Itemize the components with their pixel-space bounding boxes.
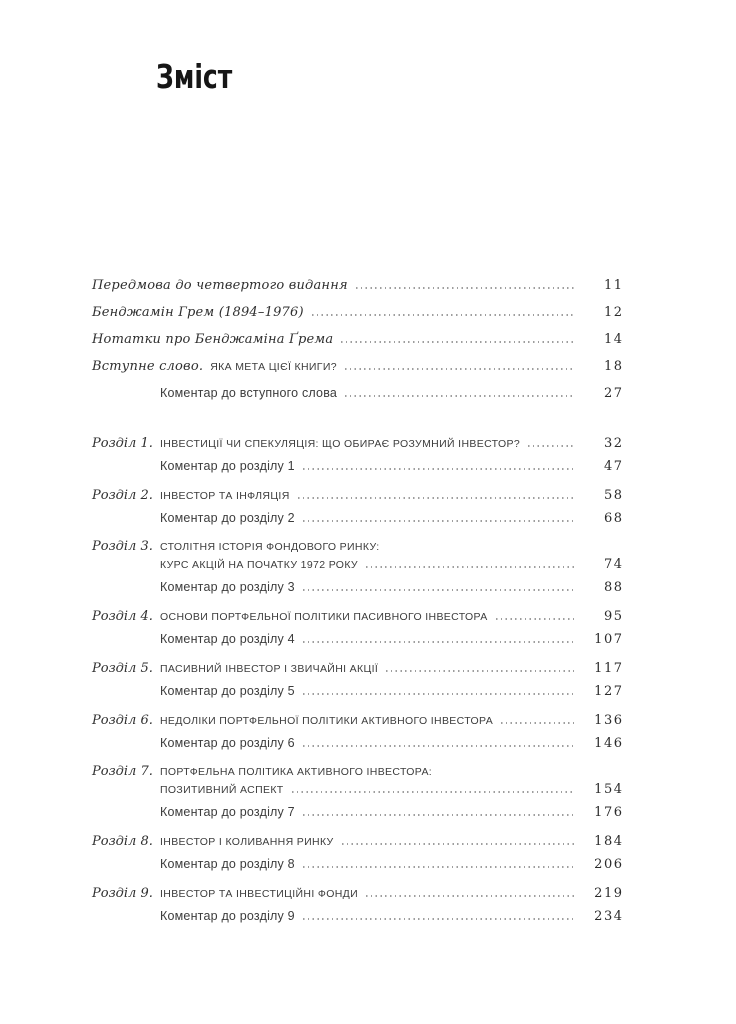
chapter-head <box>92 658 622 680</box>
page-number: 47 <box>603 459 624 474</box>
chapter-entry <box>92 537 622 598</box>
chapter-title-line: ПОРТФЕЛЬНА ПОЛІТИКА АКТИВНОГО ІНВЕСТОРА: <box>160 766 433 778</box>
chapter-title-row <box>160 658 622 680</box>
chapter-title-row <box>160 710 622 732</box>
front-title-italic: Бенджамін Грем (1894–1976) <box>92 305 304 320</box>
page-number: 12 <box>603 305 624 320</box>
chapter-title-row <box>160 762 622 779</box>
chapter-title-line: ІНВЕСТОР ТА ІНВЕСТИЦІЙНІ ФОНДИ <box>160 888 358 900</box>
chapter-label: Розділ 4. <box>92 609 153 624</box>
chapter-entry <box>92 606 622 650</box>
chapter-entry <box>92 658 622 702</box>
chapter-title-row <box>160 831 622 853</box>
chapter-title-block <box>160 710 622 732</box>
page-number: 184 <box>594 834 624 849</box>
chapter-entry <box>92 831 622 875</box>
dot-leader <box>312 314 574 316</box>
page-number: 88 <box>603 580 624 595</box>
dot-leader <box>356 287 574 289</box>
chapter-title-row <box>160 433 622 455</box>
chapter-title-line: ПАСИВНИЙ ІНВЕСТОР І ЗВИЧАЙНІ АКЦІЇ <box>160 663 379 675</box>
chapter-label: Розділ 6. <box>92 713 153 728</box>
dot-leader <box>528 445 573 447</box>
dot-leader <box>366 566 574 568</box>
dot-leader <box>303 468 574 470</box>
dot-leader <box>303 814 574 816</box>
dot-leader <box>298 497 574 499</box>
chapter-title-row <box>160 779 622 801</box>
chapter-head <box>92 433 622 455</box>
comment-label: Коментар до розділу 7 <box>160 805 295 819</box>
chapter-comment-row <box>92 853 622 875</box>
page-number: 27 <box>603 386 624 401</box>
page-number: 58 <box>603 488 624 503</box>
chapter-title-row <box>160 554 622 576</box>
front-title-italic: Передмова до четвертого видання <box>92 278 348 293</box>
chapter-entry <box>92 485 622 529</box>
chapter-title-line: ПОЗИТИВНИЙ АСПЕКТ <box>160 784 284 796</box>
chapter-label: Розділ 1. <box>92 436 153 451</box>
page-number: 14 <box>603 332 624 347</box>
front-matter-row <box>92 299 622 326</box>
chapter-label: Розділ 9. <box>92 886 153 901</box>
chapter-title-block <box>160 433 622 455</box>
page-number: 206 <box>594 857 624 872</box>
comment-label: Коментар до розділу 9 <box>160 909 295 923</box>
chapter-title-line: СТОЛІТНЯ ІСТОРІЯ ФОНДОВОГО РИНКУ: <box>160 541 380 553</box>
chapter-label: Розділ 8. <box>92 834 153 849</box>
chapter-title-block <box>160 537 622 576</box>
chapter-title-block <box>160 762 622 801</box>
chapter-head <box>92 606 622 628</box>
dot-leader <box>303 589 574 591</box>
chapter-list <box>92 433 622 927</box>
chapter-head <box>92 883 622 905</box>
dot-leader <box>303 520 574 522</box>
chapter-comment-row <box>92 576 622 598</box>
chapter-label: Розділ 3. <box>92 539 153 554</box>
chapter-comment-row <box>92 680 622 702</box>
dot-leader <box>303 641 574 643</box>
front-matter-row <box>92 380 622 407</box>
chapter-label: Розділ 5. <box>92 661 153 676</box>
page-number: 95 <box>603 609 624 624</box>
front-matter-row <box>92 272 622 299</box>
dot-leader <box>386 670 573 672</box>
page-number: 127 <box>594 684 624 699</box>
chapter-title-line: ОСНОВИ ПОРТФЕЛЬНОЇ ПОЛІТИКИ ПАСИВНОГО ІНВЕСТОРА <box>160 611 488 623</box>
toc <box>92 272 622 935</box>
chapter-title-row <box>160 537 622 554</box>
comment-label: Коментар до розділу 4 <box>160 632 295 646</box>
comment-label: Коментар до розділу 2 <box>160 511 295 525</box>
page-number: 74 <box>603 557 624 572</box>
chapter-title-block <box>160 606 622 628</box>
chapter-comment-row <box>92 507 622 529</box>
comment-label: Коментар до розділу 8 <box>160 857 295 871</box>
dot-leader <box>303 918 574 920</box>
page-number: 136 <box>594 713 624 728</box>
dot-leader <box>303 693 574 695</box>
page-number: 107 <box>594 632 624 647</box>
front-matter-row <box>92 353 622 380</box>
chapter-comment-row <box>92 455 622 477</box>
chapter-head <box>92 485 622 507</box>
front-title-italic: Нотатки про Бенджаміна Ґрема <box>92 332 334 347</box>
chapter-entry <box>92 433 622 477</box>
page-number: 146 <box>594 736 624 751</box>
comment-label: Коментар до вступного слова <box>160 386 338 400</box>
chapter-title-line: ІНВЕСТОР І КОЛИВАННЯ РИНКУ <box>160 836 334 848</box>
chapter-title-line: КУРС АКЦІЙ НА ПОЧАТКУ 1972 РОКУ <box>160 559 358 571</box>
chapter-head <box>92 831 622 853</box>
page-number: 219 <box>594 886 624 901</box>
chapter-title-block <box>160 485 622 507</box>
dot-leader <box>303 866 574 868</box>
chapter-comment-row <box>92 801 622 823</box>
page-number: 11 <box>603 278 624 293</box>
page-number: 32 <box>603 436 624 451</box>
chapter-label: Розділ 7. <box>92 764 153 779</box>
dot-leader <box>342 843 574 845</box>
dot-leader <box>292 791 574 793</box>
dot-leader <box>496 618 574 620</box>
dot-leader <box>366 895 574 897</box>
dot-leader <box>341 341 573 343</box>
front-title-caps: ЯКА МЕТА ЦІЄЇ КНИГИ? <box>210 361 337 373</box>
page-number: 154 <box>594 782 624 797</box>
chapter-title-row <box>160 883 622 905</box>
chapter-title-block <box>160 831 622 853</box>
front-matter-list <box>92 272 622 407</box>
section-spacer <box>92 407 622 433</box>
front-matter-row <box>92 326 622 353</box>
page-number: 18 <box>603 359 624 374</box>
chapter-title-row <box>160 485 622 507</box>
chapter-entry <box>92 883 622 927</box>
chapter-title-block <box>160 658 622 680</box>
page-number: 234 <box>594 909 624 924</box>
comment-label: Коментар до розділу 3 <box>160 580 295 594</box>
chapter-head <box>92 537 622 576</box>
page-number: 176 <box>594 805 624 820</box>
chapter-title-line: ІНВЕСТОР ТА ІНФЛЯЦІЯ <box>160 490 290 502</box>
chapter-title-block <box>160 883 622 905</box>
dot-leader <box>303 745 574 747</box>
comment-label: Коментар до розділу 6 <box>160 736 295 750</box>
chapter-title-line: НЕДОЛІКИ ПОРТФЕЛЬНОЇ ПОЛІТИКИ АКТИВНОГО ІНВЕСТОРА <box>160 715 494 727</box>
page-number: 117 <box>594 661 624 676</box>
dot-leader <box>345 368 574 370</box>
chapter-head <box>92 762 622 801</box>
dot-leader <box>345 395 573 397</box>
chapter-entry <box>92 762 622 823</box>
chapter-head <box>92 710 622 732</box>
comment-label: Коментар до розділу 1 <box>160 459 295 473</box>
chapter-comment-row <box>92 905 622 927</box>
chapter-title-line: ІНВЕСТИЦІЇ ЧИ СПЕКУЛЯЦІЯ: ЩО ОБИРАЄ РОЗУМНИЙ ІНВЕСТОР? <box>160 438 521 450</box>
chapter-comment-row <box>92 732 622 754</box>
chapter-comment-row <box>92 628 622 650</box>
page-number: 68 <box>603 511 624 526</box>
chapter-title-row <box>160 606 622 628</box>
chapter-entry <box>92 710 622 754</box>
chapter-label: Розділ 2. <box>92 488 153 503</box>
page-title: Зміст <box>156 57 233 96</box>
dot-leader <box>501 722 573 724</box>
front-title-italic: Вступне слово. <box>92 359 204 374</box>
comment-label: Коментар до розділу 5 <box>160 684 295 698</box>
